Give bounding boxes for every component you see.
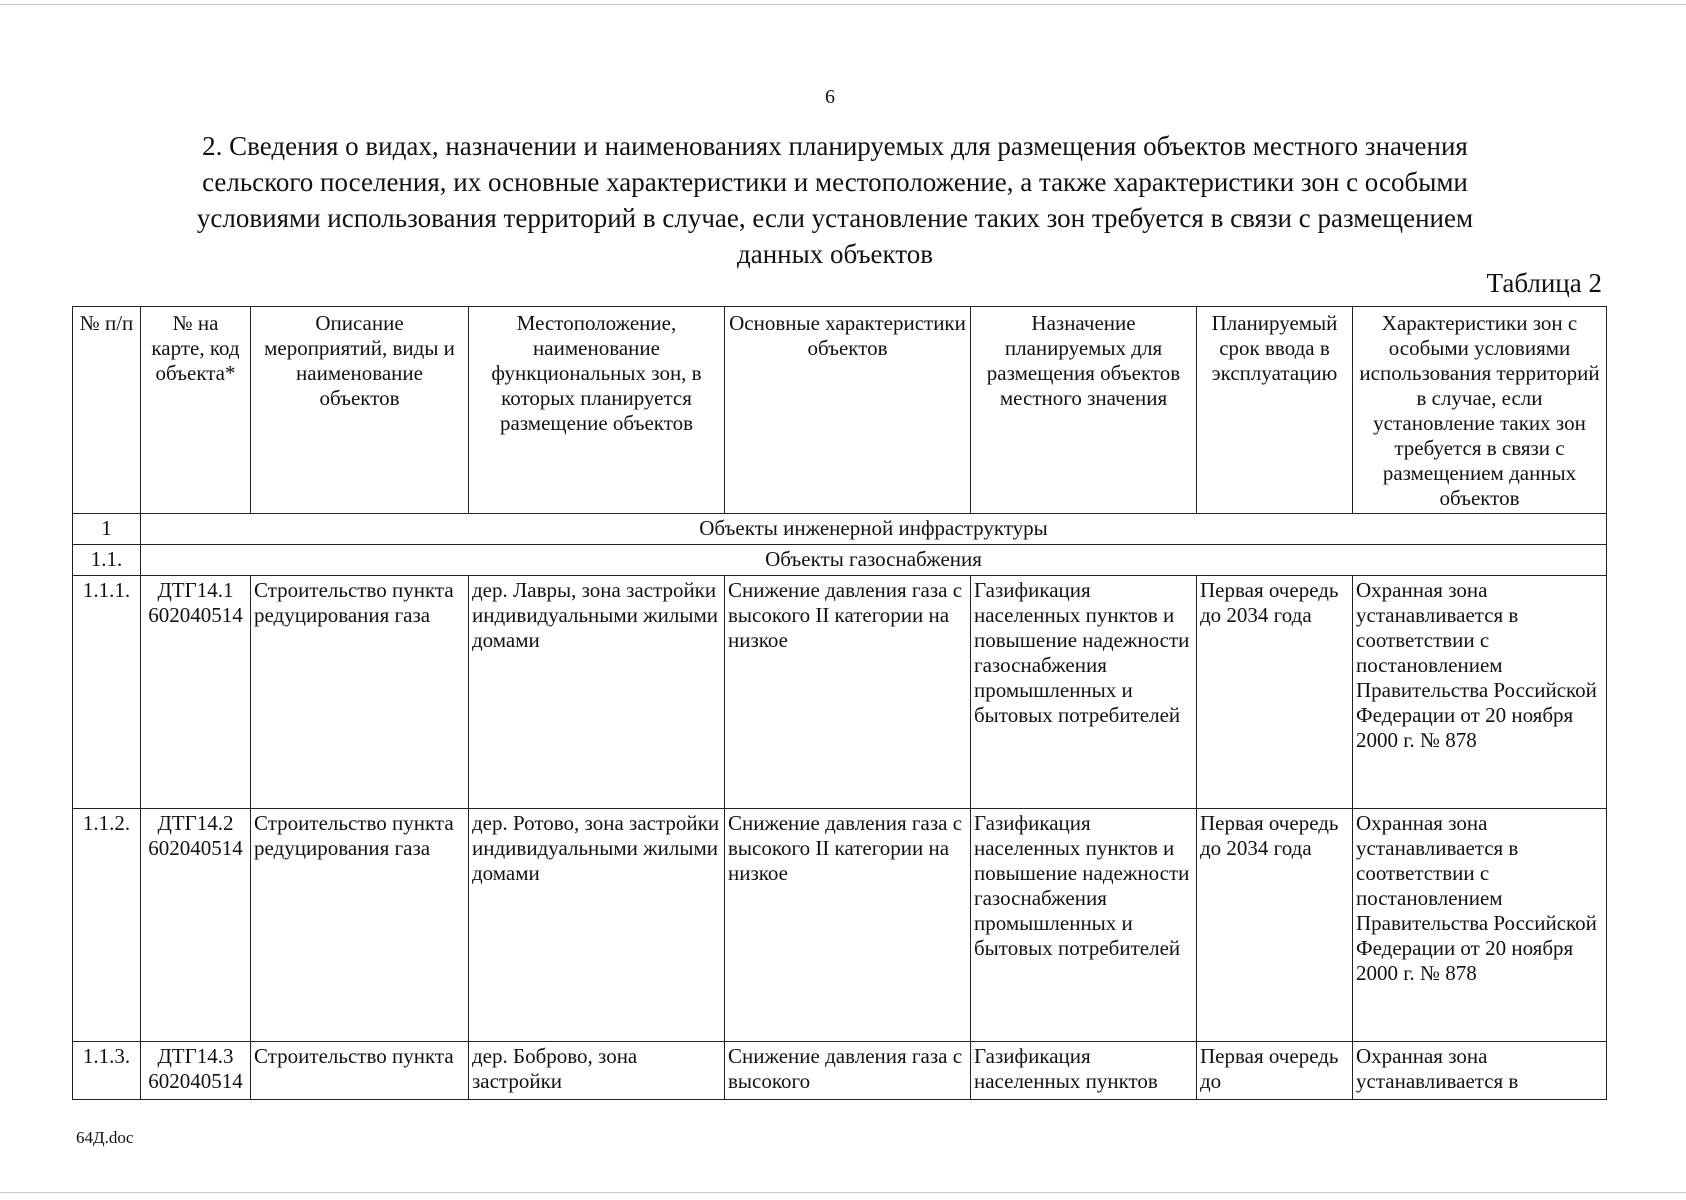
header-cell-purpose: Назначение планируемых для размещения объектов местного значения [971,307,1197,514]
description-cell: Строительство пункта редуцирования газа [251,576,469,809]
table-row [73,576,1607,809]
row-number: 1.1.2. [73,809,141,1042]
subsection-title: Объекты газоснабжения [141,545,1607,576]
file-name-footer: 64Д.doc [76,1128,134,1147]
header-cell-location: Местоположение, наименование функциональных зон, в которых планируется размещение объектов [469,307,725,514]
section-row [73,514,1607,545]
object-code-value: 602040514 [148,603,243,627]
location-cell: дер. Боброво, зона застройки [469,1042,725,1100]
header-cell-zones: Характеристики зон с особыми условиями использования территорий в случае, если установление таких зон требуется в связи с размещением данных объектов [1353,307,1607,514]
section-title: Объекты инженерной инфраструктуры [141,514,1607,545]
purpose-cell: Газификация населенных пунктов [971,1042,1197,1100]
table-row [73,1042,1607,1100]
object-code-value: 602040514 [148,1069,243,1093]
section-number: 1 [73,514,141,545]
map-number: ДТГ14.1 [157,578,234,602]
purpose-cell: Газификация населенных пунктов и повышение надежности газоснабжения промышленных и бытовых потребителей [971,809,1197,1042]
table-caption: Таблица 2 [1486,268,1602,298]
page-number: 6 [825,86,835,108]
map-number: ДТГ14.3 [157,1044,234,1068]
header-cell-description: Описание мероприятий, виды и наименование объектов [251,307,469,514]
zones-cell: Охранная зона устанавливается в [1353,1042,1607,1100]
header-cell-num: № п/п [73,307,141,514]
header-cell-code: № на карте, код объекта* [141,307,251,514]
document-heading [90,128,1580,272]
heading-line: сельского поселения, их основные характеристики и местоположение, а также характеристики зон с особыми [202,167,1468,197]
subsection-row [73,545,1607,576]
location-cell: дер. Ротово, зона застройки индивидуальными жилыми домами [469,809,725,1042]
header-cell-characteristics: Основные характеристики объектов [725,307,971,514]
heading-line: данных объектов [737,239,933,269]
table-header-row [73,307,1607,514]
object-code [141,809,251,1042]
characteristics-cell: Снижение давления газа с высокого II категории на низкое [725,809,971,1042]
heading-line: условиями использования территорий в случае, если установление таких зон требуется в связи с размещением [196,203,1474,233]
object-code [141,576,251,809]
objects-table [72,306,1607,1100]
term-cell: Первая очередь до 2034 года [1197,576,1353,809]
zones-cell: Охранная зона устанавливается в соответствии с постановлением Правительства Российской Федерации от 20 ноября 2000 г. № 878 [1353,576,1607,809]
purpose-cell: Газификация населенных пунктов и повышение надежности газоснабжения промышленных и бытовых потребителей [971,576,1197,809]
location-cell: дер. Лавры, зона застройки индивидуальными жилыми домами [469,576,725,809]
row-number: 1.1.3. [73,1042,141,1100]
description-cell: Строительство пункта [251,1042,469,1100]
zones-cell: Охранная зона устанавливается в соответствии с постановлением Правительства Российской Федерации от 20 ноября 2000 г. № 878 [1353,809,1607,1042]
description-cell: Строительство пункта редуцирования газа [251,809,469,1042]
object-code [141,1042,251,1100]
object-code-value: 602040514 [148,836,243,860]
characteristics-cell: Снижение давления газа с высокого II категории на низкое [725,576,971,809]
header-cell-term: Планируемый срок ввода в эксплуатацию [1197,307,1353,514]
term-cell: Первая очередь до [1197,1042,1353,1100]
heading-line: 2. Сведения о видах, назначении и наименованиях планируемых для размещения объектов местного значения [202,131,1468,161]
row-number: 1.1.1. [73,576,141,809]
map-number: ДТГ14.2 [157,811,234,835]
term-cell: Первая очередь до 2034 года [1197,809,1353,1042]
subsection-number: 1.1. [73,545,141,576]
characteristics-cell: Снижение давления газа с высокого [725,1042,971,1100]
table-row [73,809,1607,1042]
